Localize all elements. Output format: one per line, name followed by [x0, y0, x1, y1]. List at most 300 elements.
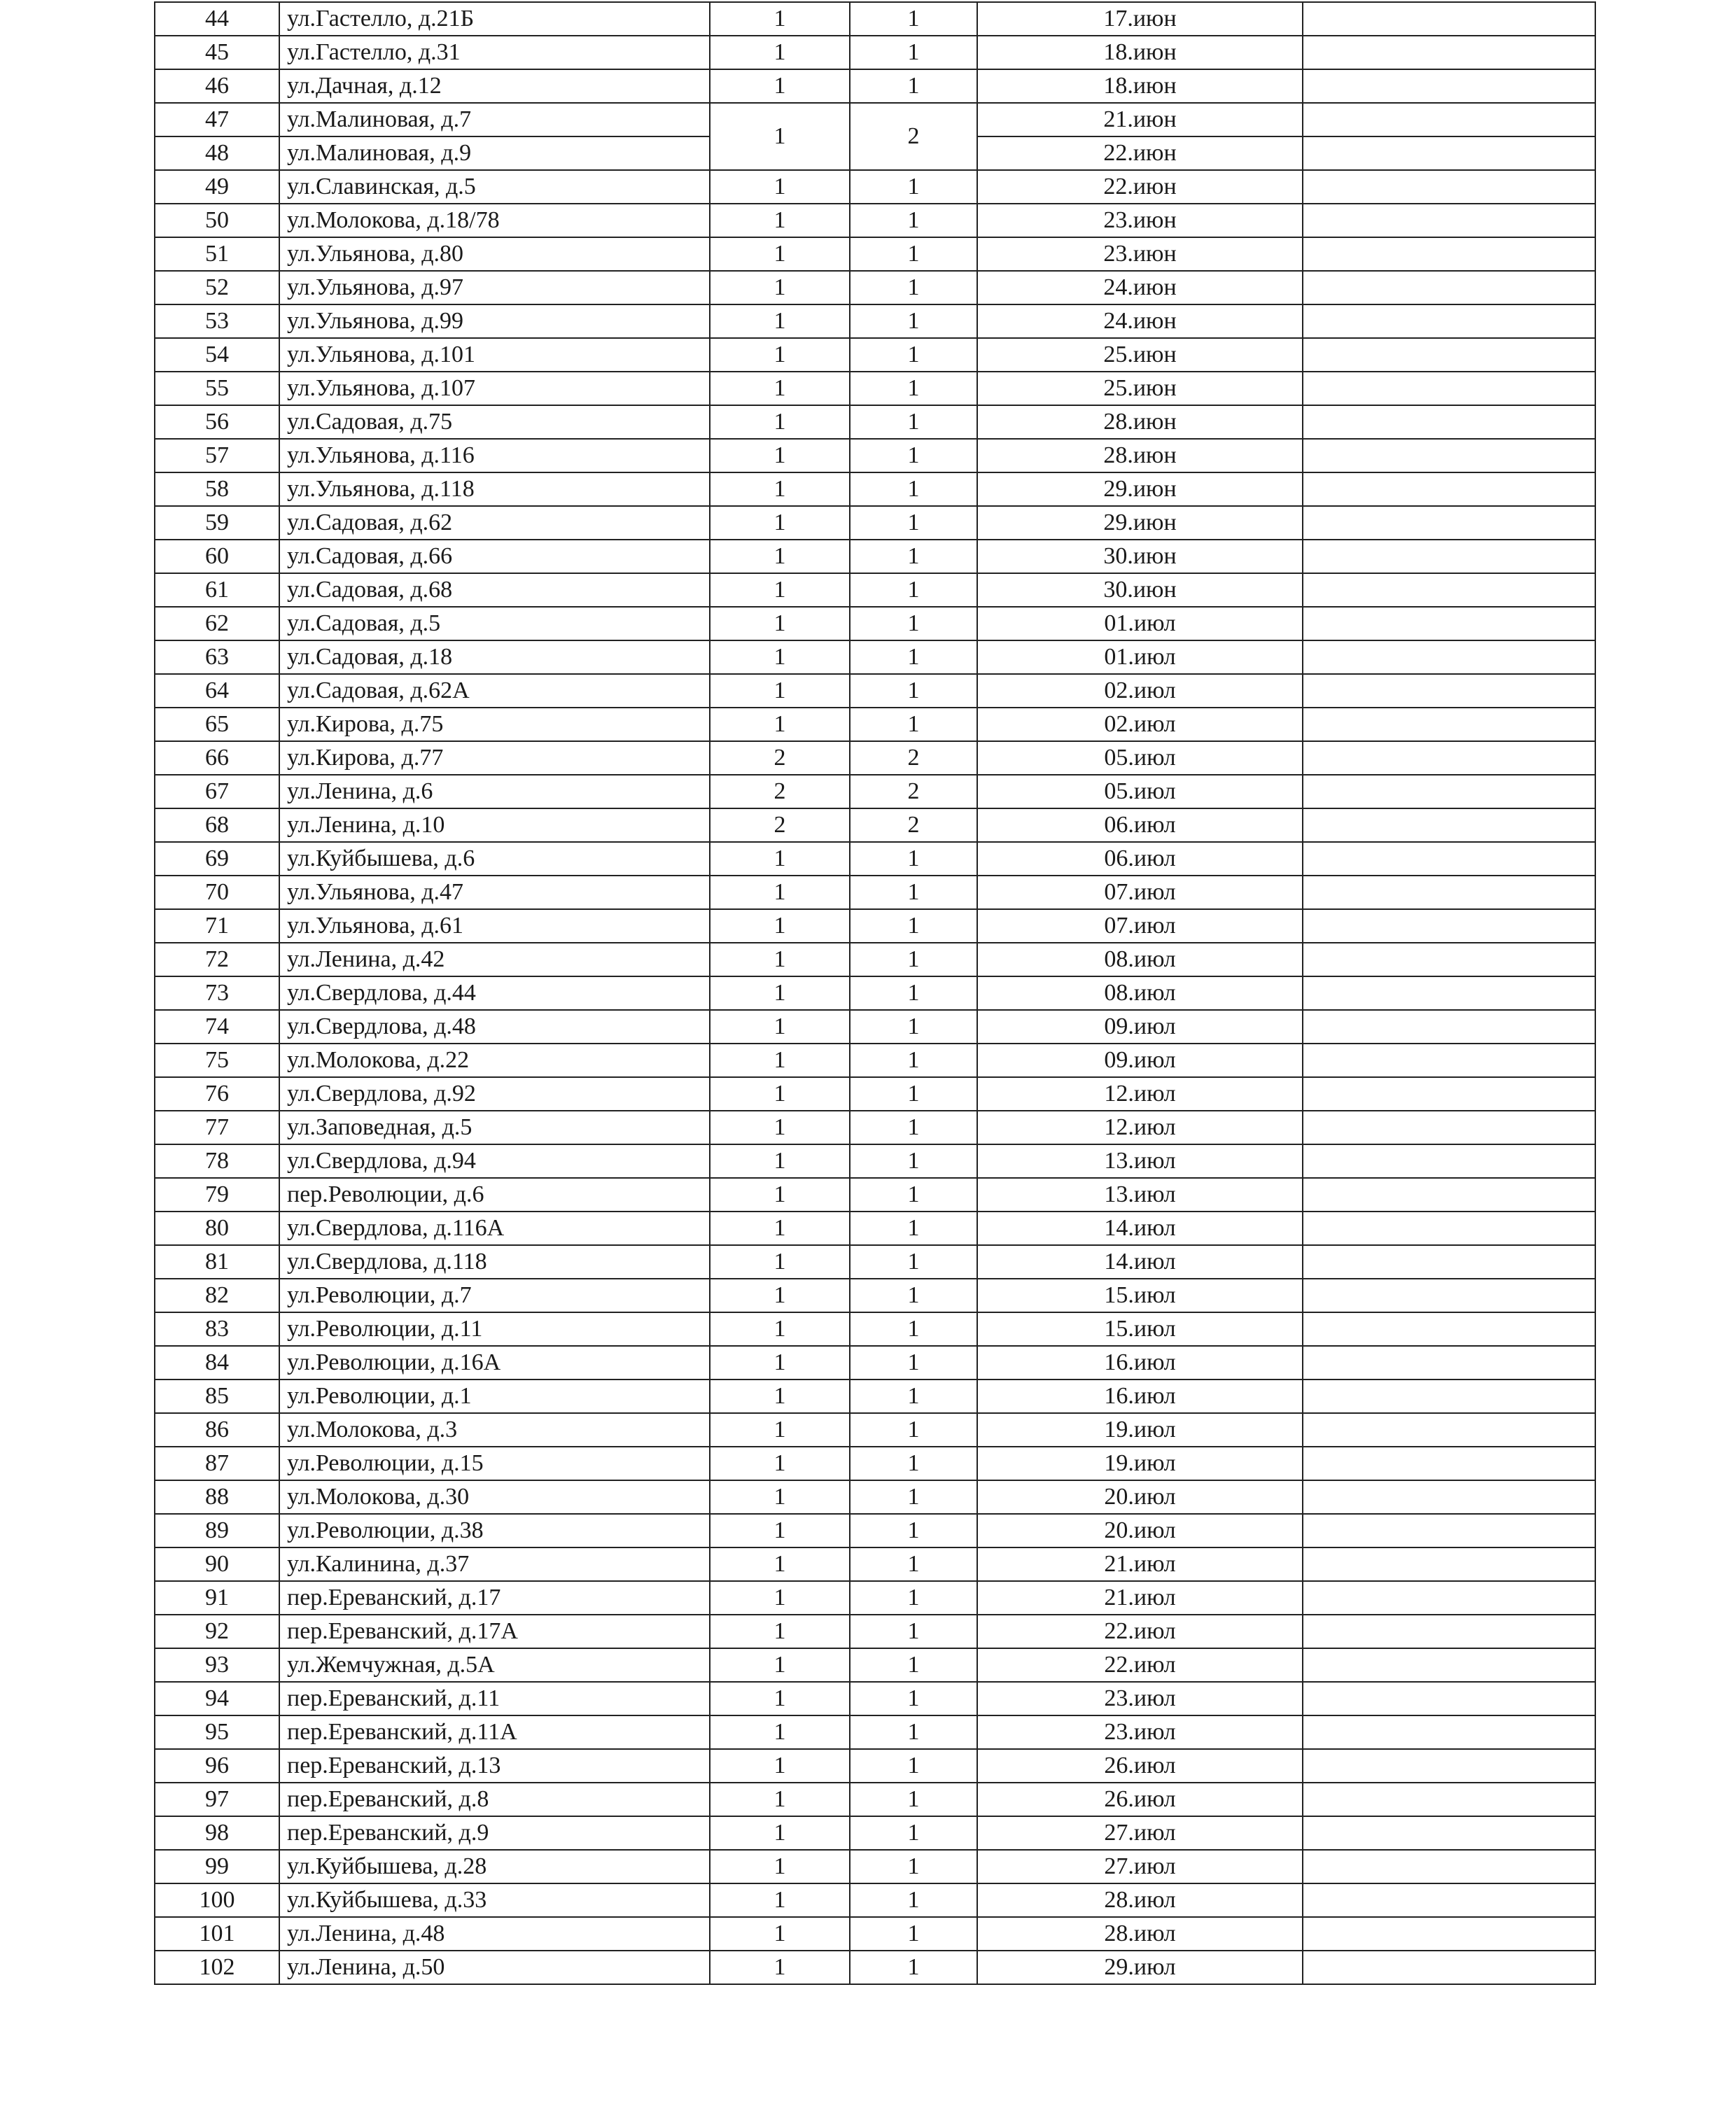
address-cell: ул.Заповедная, д.5	[279, 1111, 710, 1144]
quantity-cell: 2	[850, 103, 977, 170]
address-cell: ул.Калинина, д.37	[279, 1547, 710, 1581]
quantity-cell: 1	[850, 372, 977, 405]
row-number-cell: 76	[155, 1077, 279, 1111]
row-number-cell: 53	[155, 304, 279, 338]
quantity-cell: 1	[850, 1346, 977, 1380]
quantity-cell: 1	[850, 170, 977, 204]
table-row	[155, 842, 1595, 876]
note-cell	[1303, 1178, 1595, 1212]
address-cell: ул.Славинская, д.5	[279, 170, 710, 204]
quantity-cell: 1	[850, 1413, 977, 1447]
quantity-cell: 1	[710, 876, 850, 909]
note-cell	[1303, 1749, 1595, 1783]
quantity-cell: 1	[710, 1077, 850, 1111]
address-cell: пер.Ереванский, д.13	[279, 1749, 710, 1783]
note-cell	[1303, 405, 1595, 439]
table-row	[155, 36, 1595, 69]
table-row	[155, 1212, 1595, 1245]
row-number-cell: 60	[155, 540, 279, 573]
table-row	[155, 506, 1595, 540]
table-row	[155, 1111, 1595, 1144]
note-cell	[1303, 1279, 1595, 1312]
date-cell: 30.июн	[977, 573, 1303, 607]
quantity-cell: 1	[850, 472, 977, 506]
date-cell: 21.июн	[977, 103, 1303, 136]
schedule-table	[154, 1, 1596, 1985]
quantity-cell: 1	[710, 1581, 850, 1615]
note-cell	[1303, 2, 1595, 36]
quantity-cell: 1	[850, 909, 977, 943]
row-number-cell: 92	[155, 1615, 279, 1648]
quantity-cell: 1	[850, 1279, 977, 1312]
quantity-cell: 1	[710, 1917, 850, 1951]
note-cell	[1303, 170, 1595, 204]
address-cell: ул.Малиновая, д.7	[279, 103, 710, 136]
table-row	[155, 775, 1595, 808]
quantity-cell: 1	[850, 304, 977, 338]
table-row	[155, 1581, 1595, 1615]
table-row	[155, 271, 1595, 304]
quantity-cell: 1	[710, 237, 850, 271]
quantity-cell: 1	[850, 1144, 977, 1178]
date-cell: 22.июн	[977, 136, 1303, 170]
row-number-cell: 67	[155, 775, 279, 808]
quantity-cell: 1	[850, 506, 977, 540]
address-cell: ул.Молокова, д.3	[279, 1413, 710, 1447]
quantity-cell: 1	[850, 1816, 977, 1850]
quantity-cell: 1	[850, 36, 977, 69]
quantity-cell: 1	[710, 1245, 850, 1279]
table-row	[155, 607, 1595, 640]
address-cell: ул.Жемчужная, д.5А	[279, 1648, 710, 1682]
quantity-cell: 1	[710, 1749, 850, 1783]
table-row	[155, 741, 1595, 775]
row-number-cell: 82	[155, 1279, 279, 1312]
row-number-cell: 99	[155, 1850, 279, 1883]
quantity-cell: 1	[710, 1816, 850, 1850]
row-number-cell: 68	[155, 808, 279, 842]
address-cell: ул.Кирова, д.77	[279, 741, 710, 775]
quantity-cell: 1	[710, 674, 850, 708]
row-number-cell: 96	[155, 1749, 279, 1783]
table-row	[155, 69, 1595, 103]
row-number-cell: 61	[155, 573, 279, 607]
date-cell: 07.июл	[977, 909, 1303, 943]
quantity-cell: 1	[850, 405, 977, 439]
row-number-cell: 80	[155, 1212, 279, 1245]
row-number-cell: 89	[155, 1514, 279, 1547]
quantity-cell: 1	[850, 607, 977, 640]
table-row	[155, 1682, 1595, 1715]
quantity-cell: 1	[710, 1111, 850, 1144]
address-cell: ул.Садовая, д.18	[279, 640, 710, 674]
date-cell: 01.июл	[977, 640, 1303, 674]
date-cell: 22.июл	[977, 1615, 1303, 1648]
quantity-cell: 1	[710, 304, 850, 338]
address-cell: ул.Гастелло, д.31	[279, 36, 710, 69]
address-cell: ул.Революции, д.15	[279, 1447, 710, 1480]
address-cell: пер.Ереванский, д.11А	[279, 1715, 710, 1749]
quantity-cell: 1	[710, 1178, 850, 1212]
note-cell	[1303, 1547, 1595, 1581]
address-cell: пер.Ереванский, д.11	[279, 1682, 710, 1715]
address-cell: ул.Садовая, д.66	[279, 540, 710, 573]
table-row	[155, 1749, 1595, 1783]
table-row	[155, 1783, 1595, 1816]
table-row	[155, 1883, 1595, 1917]
note-cell	[1303, 439, 1595, 472]
date-cell: 21.июл	[977, 1581, 1303, 1615]
note-cell	[1303, 640, 1595, 674]
row-number-cell: 57	[155, 439, 279, 472]
address-cell: ул.Ульянова, д.97	[279, 271, 710, 304]
table-row	[155, 674, 1595, 708]
date-cell: 18.июн	[977, 69, 1303, 103]
date-cell: 02.июл	[977, 674, 1303, 708]
note-cell	[1303, 1346, 1595, 1380]
quantity-cell: 1	[850, 573, 977, 607]
quantity-cell: 1	[850, 1044, 977, 1077]
quantity-cell: 2	[710, 741, 850, 775]
note-cell	[1303, 775, 1595, 808]
address-cell: ул.Гастелло, д.21Б	[279, 2, 710, 36]
row-number-cell: 87	[155, 1447, 279, 1480]
table-row	[155, 170, 1595, 204]
quantity-cell: 2	[850, 808, 977, 842]
quantity-cell: 1	[710, 540, 850, 573]
quantity-cell: 1	[710, 1447, 850, 1480]
row-number-cell: 85	[155, 1380, 279, 1413]
table-row	[155, 808, 1595, 842]
row-number-cell: 84	[155, 1346, 279, 1380]
note-cell	[1303, 1581, 1595, 1615]
row-number-cell: 71	[155, 909, 279, 943]
note-cell	[1303, 338, 1595, 372]
note-cell	[1303, 1648, 1595, 1682]
table-row	[155, 1044, 1595, 1077]
note-cell	[1303, 573, 1595, 607]
address-cell: ул.Молокова, д.18/78	[279, 204, 710, 237]
quantity-cell: 1	[850, 1447, 977, 1480]
quantity-cell: 1	[850, 708, 977, 741]
quantity-cell: 1	[710, 573, 850, 607]
date-cell: 14.июл	[977, 1245, 1303, 1279]
quantity-cell: 2	[710, 775, 850, 808]
date-cell: 28.июл	[977, 1883, 1303, 1917]
row-number-cell: 45	[155, 36, 279, 69]
row-number-cell: 101	[155, 1917, 279, 1951]
date-cell: 09.июл	[977, 1010, 1303, 1044]
quantity-cell: 1	[710, 405, 850, 439]
quantity-cell: 1	[710, 1615, 850, 1648]
note-cell	[1303, 808, 1595, 842]
row-number-cell: 58	[155, 472, 279, 506]
row-number-cell: 88	[155, 1480, 279, 1514]
table-row	[155, 1715, 1595, 1749]
quantity-cell: 1	[850, 842, 977, 876]
date-cell: 24.июн	[977, 271, 1303, 304]
row-number-cell: 44	[155, 2, 279, 36]
table-row	[155, 943, 1595, 976]
row-number-cell: 70	[155, 876, 279, 909]
row-number-cell: 52	[155, 271, 279, 304]
quantity-cell: 1	[850, 2, 977, 36]
quantity-cell: 1	[710, 1850, 850, 1883]
address-cell: ул.Революции, д.7	[279, 1279, 710, 1312]
quantity-cell: 2	[710, 808, 850, 842]
quantity-cell: 1	[850, 1245, 977, 1279]
date-cell: 07.июл	[977, 876, 1303, 909]
date-cell: 09.июл	[977, 1044, 1303, 1077]
note-cell	[1303, 1312, 1595, 1346]
note-cell	[1303, 1010, 1595, 1044]
note-cell	[1303, 943, 1595, 976]
date-cell: 29.июн	[977, 472, 1303, 506]
date-cell: 25.июн	[977, 338, 1303, 372]
quantity-cell: 1	[850, 1682, 977, 1715]
table-row	[155, 103, 1595, 136]
table-row	[155, 472, 1595, 506]
quantity-cell: 1	[850, 1077, 977, 1111]
note-cell	[1303, 1917, 1595, 1951]
date-cell: 20.июл	[977, 1480, 1303, 1514]
quantity-cell: 1	[710, 1783, 850, 1816]
table-row	[155, 1547, 1595, 1581]
date-cell: 26.июл	[977, 1783, 1303, 1816]
quantity-cell: 1	[710, 976, 850, 1010]
quantity-cell: 1	[710, 439, 850, 472]
quantity-cell: 1	[710, 1144, 850, 1178]
address-cell: ул.Садовая, д.5	[279, 607, 710, 640]
table-row	[155, 1178, 1595, 1212]
address-cell: ул.Малиновая, д.9	[279, 136, 710, 170]
address-cell: ул.Дачная, д.12	[279, 69, 710, 103]
note-cell	[1303, 1514, 1595, 1547]
quantity-cell: 1	[850, 1312, 977, 1346]
table-row	[155, 372, 1595, 405]
quantity-cell: 1	[710, 271, 850, 304]
address-cell: ул.Молокова, д.22	[279, 1044, 710, 1077]
note-cell	[1303, 36, 1595, 69]
table-row	[155, 1648, 1595, 1682]
address-cell: ул.Революции, д.11	[279, 1312, 710, 1346]
address-cell: ул.Кирова, д.75	[279, 708, 710, 741]
address-cell: ул.Ульянова, д.116	[279, 439, 710, 472]
quantity-cell: 1	[710, 1648, 850, 1682]
quantity-cell: 1	[710, 1413, 850, 1447]
row-number-cell: 63	[155, 640, 279, 674]
table-row	[155, 304, 1595, 338]
note-cell	[1303, 1783, 1595, 1816]
note-cell	[1303, 1212, 1595, 1245]
quantity-cell: 1	[850, 1547, 977, 1581]
quantity-cell: 1	[710, 506, 850, 540]
quantity-cell: 1	[710, 1044, 850, 1077]
quantity-cell: 1	[850, 204, 977, 237]
note-cell	[1303, 1447, 1595, 1480]
row-number-cell: 95	[155, 1715, 279, 1749]
quantity-cell: 1	[850, 1749, 977, 1783]
quantity-cell: 2	[850, 741, 977, 775]
row-number-cell: 91	[155, 1581, 279, 1615]
date-cell: 25.июн	[977, 372, 1303, 405]
date-cell: 06.июл	[977, 842, 1303, 876]
quantity-cell: 1	[710, 103, 850, 170]
quantity-cell: 1	[710, 338, 850, 372]
address-cell: ул.Куйбышева, д.28	[279, 1850, 710, 1883]
address-cell: ул.Куйбышева, д.6	[279, 842, 710, 876]
quantity-cell: 1	[850, 1178, 977, 1212]
note-cell	[1303, 1144, 1595, 1178]
row-number-cell: 78	[155, 1144, 279, 1178]
quantity-cell: 1	[850, 1850, 977, 1883]
note-cell	[1303, 1111, 1595, 1144]
quantity-cell: 1	[850, 1715, 977, 1749]
date-cell: 29.июн	[977, 506, 1303, 540]
date-cell: 01.июл	[977, 607, 1303, 640]
row-number-cell: 73	[155, 976, 279, 1010]
date-cell: 16.июл	[977, 1380, 1303, 1413]
address-cell: ул.Ульянова, д.80	[279, 237, 710, 271]
note-cell	[1303, 876, 1595, 909]
quantity-cell: 1	[710, 372, 850, 405]
address-cell: ул.Ленина, д.42	[279, 943, 710, 976]
note-cell	[1303, 1480, 1595, 1514]
note-cell	[1303, 506, 1595, 540]
quantity-cell: 1	[710, 1547, 850, 1581]
row-number-cell: 90	[155, 1547, 279, 1581]
date-cell: 21.июл	[977, 1547, 1303, 1581]
note-cell	[1303, 69, 1595, 103]
quantity-cell: 1	[850, 674, 977, 708]
schedule-table-body	[155, 2, 1595, 1984]
quantity-cell: 1	[710, 607, 850, 640]
date-cell: 23.июн	[977, 204, 1303, 237]
quantity-cell: 1	[850, 1648, 977, 1682]
address-cell: ул.Свердлова, д.48	[279, 1010, 710, 1044]
note-cell	[1303, 237, 1595, 271]
note-cell	[1303, 472, 1595, 506]
quantity-cell: 1	[850, 1783, 977, 1816]
table-row	[155, 439, 1595, 472]
note-cell	[1303, 1615, 1595, 1648]
date-cell: 05.июл	[977, 741, 1303, 775]
table-row	[155, 909, 1595, 943]
quantity-cell: 1	[850, 338, 977, 372]
note-cell	[1303, 372, 1595, 405]
note-cell	[1303, 540, 1595, 573]
date-cell: 05.июл	[977, 775, 1303, 808]
note-cell	[1303, 741, 1595, 775]
quantity-cell: 1	[850, 540, 977, 573]
quantity-cell: 1	[850, 876, 977, 909]
quantity-cell: 1	[850, 1111, 977, 1144]
address-cell: ул.Ленина, д.48	[279, 1917, 710, 1951]
quantity-cell: 1	[710, 472, 850, 506]
address-cell: ул.Свердлова, д.94	[279, 1144, 710, 1178]
quantity-cell: 1	[850, 1514, 977, 1547]
address-cell: ул.Ульянова, д.61	[279, 909, 710, 943]
quantity-cell: 1	[710, 1010, 850, 1044]
date-cell: 15.июл	[977, 1279, 1303, 1312]
note-cell	[1303, 1380, 1595, 1413]
quantity-cell: 1	[850, 439, 977, 472]
table-row	[155, 1077, 1595, 1111]
note-cell	[1303, 271, 1595, 304]
address-cell: пер.Ереванский, д.17	[279, 1581, 710, 1615]
address-cell: ул.Ленина, д.50	[279, 1951, 710, 1984]
note-cell	[1303, 708, 1595, 741]
address-cell: ул.Ульянова, д.118	[279, 472, 710, 506]
address-cell: ул.Свердлова, д.116А	[279, 1212, 710, 1245]
address-cell: ул.Свердлова, д.44	[279, 976, 710, 1010]
row-number-cell: 66	[155, 741, 279, 775]
address-cell: ул.Ульянова, д.107	[279, 372, 710, 405]
address-cell: ул.Садовая, д.62А	[279, 674, 710, 708]
table-row	[155, 976, 1595, 1010]
row-number-cell: 51	[155, 237, 279, 271]
table-row	[155, 338, 1595, 372]
table-row	[155, 1951, 1595, 1984]
table-row	[155, 2, 1595, 36]
quantity-cell: 1	[710, 170, 850, 204]
note-cell	[1303, 842, 1595, 876]
table-row	[155, 1413, 1595, 1447]
row-number-cell: 74	[155, 1010, 279, 1044]
row-number-cell: 72	[155, 943, 279, 976]
row-number-cell: 69	[155, 842, 279, 876]
table-row	[155, 204, 1595, 237]
date-cell: 02.июл	[977, 708, 1303, 741]
quantity-cell: 1	[850, 1883, 977, 1917]
address-cell: ул.Революции, д.1	[279, 1380, 710, 1413]
note-cell	[1303, 674, 1595, 708]
address-cell: ул.Свердлова, д.92	[279, 1077, 710, 1111]
table-row	[155, 1010, 1595, 1044]
quantity-cell: 1	[710, 1346, 850, 1380]
row-number-cell: 48	[155, 136, 279, 170]
note-cell	[1303, 1413, 1595, 1447]
address-cell: ул.Ульянова, д.101	[279, 338, 710, 372]
date-cell: 28.июл	[977, 1917, 1303, 1951]
quantity-cell: 1	[710, 69, 850, 103]
address-cell: ул.Революции, д.38	[279, 1514, 710, 1547]
note-cell	[1303, 1951, 1595, 1984]
address-cell: ул.Садовая, д.68	[279, 573, 710, 607]
date-cell: 13.июл	[977, 1178, 1303, 1212]
address-cell: ул.Молокова, д.30	[279, 1480, 710, 1514]
row-number-cell: 54	[155, 338, 279, 372]
date-cell: 15.июл	[977, 1312, 1303, 1346]
address-cell: ул.Ульянова, д.99	[279, 304, 710, 338]
table-row	[155, 1380, 1595, 1413]
row-number-cell: 62	[155, 607, 279, 640]
address-cell: ул.Садовая, д.75	[279, 405, 710, 439]
table-row	[155, 1346, 1595, 1380]
note-cell	[1303, 304, 1595, 338]
quantity-cell: 1	[710, 1682, 850, 1715]
date-cell: 24.июн	[977, 304, 1303, 338]
date-cell: 23.июл	[977, 1715, 1303, 1749]
quantity-cell: 1	[710, 1279, 850, 1312]
table-row	[155, 1850, 1595, 1883]
date-cell: 22.июн	[977, 170, 1303, 204]
note-cell	[1303, 1682, 1595, 1715]
address-cell: ул.Куйбышева, д.33	[279, 1883, 710, 1917]
row-number-cell: 49	[155, 170, 279, 204]
table-row	[155, 405, 1595, 439]
address-cell: пер.Революции, д.6	[279, 1178, 710, 1212]
